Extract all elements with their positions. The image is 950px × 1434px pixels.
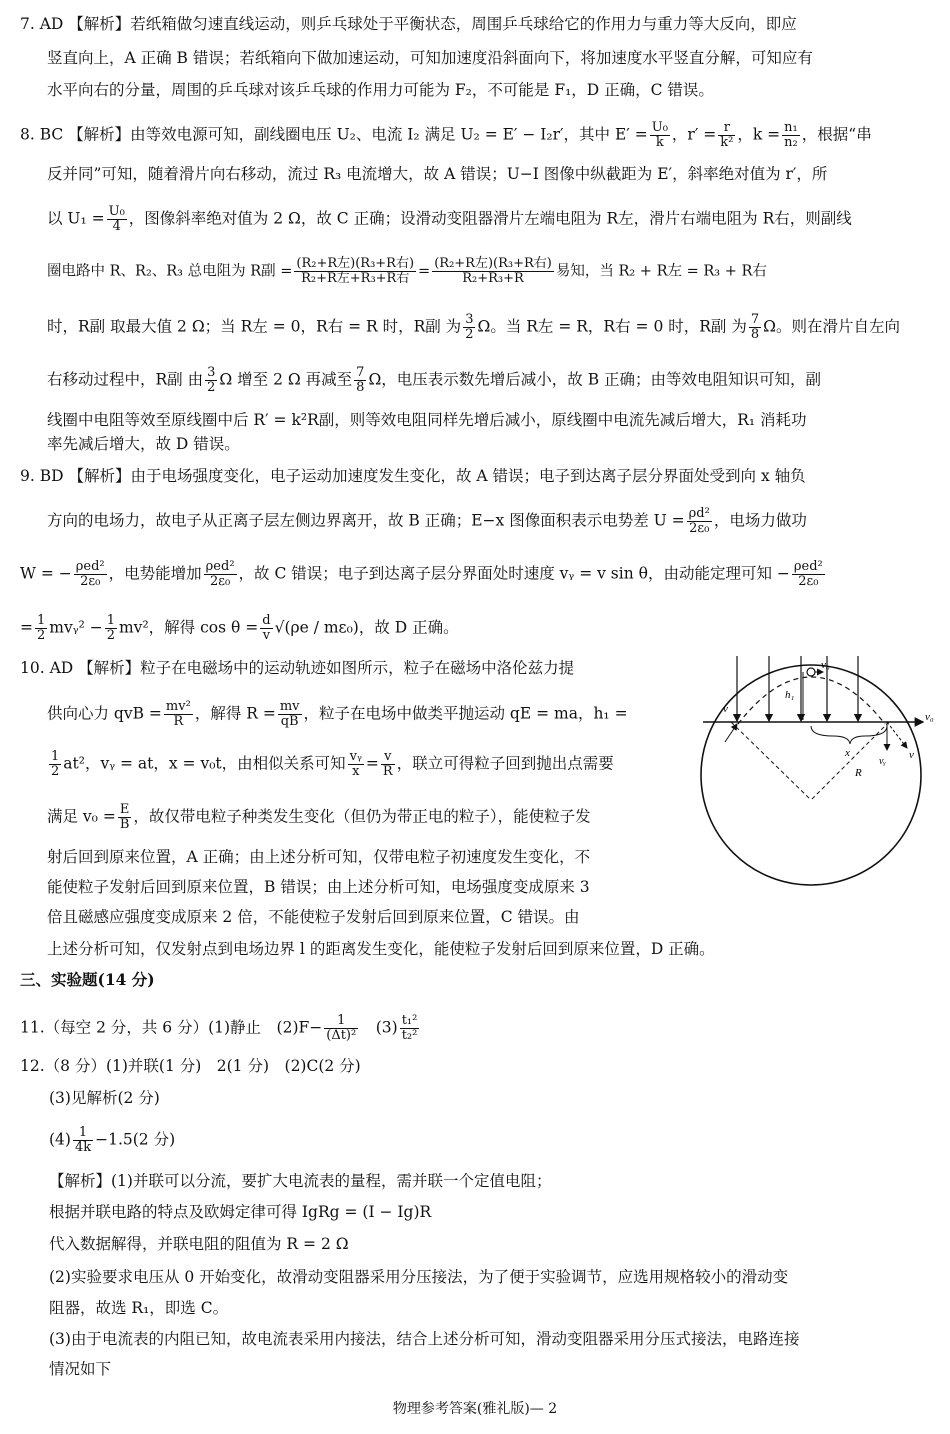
fraction: $\frac{\text{n₁}}{\text{n₂}}$ [784, 120, 798, 150]
fraction: $\frac{\text{(R₂+R左)(R₃+R右)}}{\text{R₂+R左+R₃+R右}}$ [296, 256, 415, 286]
label-v0-right: v₀ [925, 711, 934, 723]
q9-line-2: 方向的电场力，故电子从正离子层左侧边界离开，故 B 正确；E−x 图像面积表示电势差 U = $\frac{\text{ρd²}}{\text{2ε₀}}$ ，电场力做功 [47, 506, 807, 536]
q10-line-1: 10. AD 【解析】粒子在电磁场中的运动轨迹如图所示，粒子在磁场中洛伦兹力提 [20, 659, 575, 677]
trajectory-diagram [693, 650, 943, 910]
fraction: $\frac{v}{R}$ [382, 749, 393, 779]
fraction: $\frac{1}{2}$ [51, 749, 60, 779]
q8-line-5: 时，R副 取最大值 2 Ω；当 R左 = 0，R右 = R 时，R副 为 $\frac{3}{2}$ Ω。当 R左 = R，R右 = 0 时，R副 为 $\frac{7}{8}$ Ω。则在滑片自左向 [47, 312, 900, 342]
q12-line-2: (3)见解析(2 分) [49, 1089, 160, 1107]
q12-line-1: 12.（8 分）(1)并联(1 分) 2(1 分) (2)C(2 分) [20, 1057, 361, 1075]
fraction: $\frac{\text{U₀}}{4}$ [108, 204, 125, 234]
section-heading: 三、实验题(14 分) [20, 970, 155, 989]
label-v-right: v [909, 749, 914, 761]
q8-line-4: 圈电路中 R、R₂、R₃ 总电阻为 R副 = $\frac{\text{(R₂+R左)(R₃+R右)}}{\text{R₂+R左+R₃+R右}}$ = $\frac{\text{(R₂+R左)(R₃+R右)}}{\text{R₂+R₃+R}}$ 易知，当 R₂ + R左 = R₃ + R右 [47, 256, 767, 286]
label-v-left: v [723, 703, 728, 715]
fraction: $\frac{3}{2}$ [207, 365, 216, 395]
fraction: $\frac{\text{vᵧ}}{x}$ [349, 749, 362, 779]
q11-line: 11.（每空 2 分，共 6 分）(1)静止 (2)F− $\frac{1}{\text{(Δt)²}}$ (3) $\frac{\text{t₁²}}{\text{t₂²}}$ [20, 1013, 418, 1043]
fraction: $\frac{7}{8}$ [356, 365, 365, 395]
q12-line-3: (4) $\frac{1}{4k}$ −1.5(2 分) [49, 1125, 176, 1155]
q10-line-5: 射后回到原来位置，A 正确；由上述分析可知，仅带电粒子初速度发生变化，不 [47, 848, 591, 866]
q9-line-1: 9. BD 【解析】由于电场强度变化，电子运动加速度发生变化，故 A 错误；电子到达离子层分界面处受到向 x 轴负 [20, 467, 806, 485]
fraction: $\frac{\text{mv²}}{R}$ [165, 699, 191, 729]
fraction: $\frac{7}{8}$ [750, 312, 760, 342]
q7-line-2: 竖直向上，A 正确 B 错误；若纸箱向下做加速运动，可知加速度沿斜面向下，将加速度水平竖直分解，可知应有 [47, 49, 813, 67]
q10-line-6: 能使粒子发射后回到原来位置，B 错误；由上述分析可知，电场强度变成原来 3 [47, 878, 590, 896]
q9-line-4: = $\frac{1}{2}$ mvᵧ² − $\frac{1}{2}$ mv²，解得 cos θ = $\frac{d}{v}$ √(ρe / mε₀)，故 D 正确。 [20, 613, 459, 643]
page-footer: 物理参考答案(雅礼版)— 2 [392, 1401, 558, 1417]
fraction: $\frac{\text{t₁²}}{\text{t₂²}}$ [401, 1013, 418, 1043]
label-v0-top: v₀ [821, 659, 830, 671]
q10-line-2: 供向心力 qvB = $\frac{\text{mv²}}{R}$ ，解得 R = $\frac{mv}{qB}$ ，粒子在电场中做类平抛运动 qE = ma，h₁ = [47, 699, 628, 729]
fraction: $\frac{1}{\text{(Δt)²}}$ [326, 1013, 357, 1043]
q10-line-4: 满足 v₀ = $\frac{E}{B}$ ，故仅带电粒子种类发生变化（但仍为带正电的粒子），能使粒子发 [47, 802, 591, 832]
x-brace [811, 726, 887, 744]
radius-line [731, 722, 811, 800]
label-r: R [855, 767, 862, 779]
radius-line [811, 722, 889, 800]
q8-line-8: 率先减后增大，故 D 错误。 [47, 435, 240, 453]
fraction: $\frac{1}{4k}$ [74, 1125, 92, 1155]
q8-text: 8. BC 【解析】由等效电源可知，副线圈电压 U₂、电流 I₂ 满足 U₂ = E′ − I₂r′，其中 E′ = [20, 125, 648, 144]
q8-line-3: 以 U₁ = $\frac{\text{U₀}}{4}$ ，图像斜率绝对值为 2 Ω，故 C 正确；设滑动变阻器滑片左端电阻为 R左，滑片右端电阻为 R右，则副线 [47, 204, 852, 234]
fraction: $\frac{1}{2}$ [37, 613, 46, 643]
fraction: $\frac{3}{2}$ [465, 312, 474, 342]
fraction: $\frac{\text{ρed²}}{\text{2ε₀}}$ [75, 559, 105, 589]
fraction: $\frac{\text{ρed²}}{\text{2ε₀}}$ [205, 559, 235, 589]
fraction: $\frac{E}{B}$ [119, 802, 130, 832]
q12-line-5: 根据并联电路的特点及欧姆定律可得 IgRg = (I − Ig)R [49, 1203, 432, 1221]
q12-line-4: 【解析】(1)并联可以分流，要扩大电流表的量程，需并联一个定值电阻； [49, 1172, 552, 1190]
fraction: $\frac{\text{U₀}}{k}$ [651, 120, 668, 150]
fraction: $\frac{mv}{qB}$ [279, 699, 300, 729]
fraction: $\frac{d}{v}$ [262, 613, 271, 643]
q10-line-7: 倍且磁感应强度变成原来 2 倍，不能使粒子发射后回到原来位置，C 错误。由 [47, 908, 580, 926]
q8-line-7: 线圈中电阻等效至原线圈中后 R′ = k²R副，则等效电阻同样先增后减小，原线圈中电流先减后增大，R₁ 消耗功 [47, 411, 807, 429]
q7-line-1: 7. AD 【解析】若纸箱做匀速直线运动，则乒乓球处于平衡状态，周围乒乓球给它的作用力与重力等大反向，即应 [20, 15, 797, 33]
q8-line-1: 8. BC 【解析】由等效电源可知，副线圈电压 U₂、电流 I₂ 满足 U₂ = E′ − I₂r′，其中 E′ = $\frac{\text{U₀}}{k}$ ，r′ = $\frac{r}{\text{k²}}$ ，k = $\frac{\text{n₁}}{\text{n₂}}$ ，根据“串 [20, 120, 872, 150]
label-vy: vᵧ [879, 756, 886, 767]
fraction: $\frac{\text{(R₂+R左)(R₃+R右)}}{\text{R₂+R₃+R}}$ [434, 256, 552, 286]
fraction: $\frac{r}{\text{k²}}$ [720, 120, 734, 150]
fraction: $\frac{\text{ρd²}}{\text{2ε₀}}$ [688, 506, 710, 536]
label-x: x [845, 747, 850, 759]
q10-line-3: $\frac{1}{2}$ at²，vᵧ = at，x = v₀t，由相似关系可知 $\frac{\text{vᵧ}}{x}$ = $\frac{v}{R}$ ，联立可得粒子回到抛出点需要 [51, 749, 614, 779]
q12-line-8: 阻器，故选 R₁，即选 C。 [49, 1299, 229, 1317]
q9-line-3: W = − $\frac{\text{ρed²}}{\text{2ε₀}}$ ，电势能增加 $\frac{\text{ρed²}}{\text{2ε₀}}$ ，故 C 错误；电子到达离子层分界面处时速度 vᵧ = v sin θ，由动能定理可知 − $\frac{\text{ρed²}}{\text{2ε₀}}$ [20, 559, 823, 589]
q12-line-9: (3)由于电流表的内阻已知，故电流表采用内接法，结合上述分析可知，滑动变阻器采用分压式接法，电路连接 [49, 1330, 800, 1348]
fraction: $\frac{\text{ρed²}}{\text{2ε₀}}$ [793, 559, 823, 589]
dashed-arc [738, 677, 885, 724]
fraction: $\frac{1}{2}$ [106, 613, 115, 643]
q8-line-2: 反并同”可知，随着滑片向右移动，流过 R₃ 电流增大，故 A 错误；U−I 图像中纵截距为 E′，斜率绝对值为 r′，所 [47, 165, 828, 183]
q10-line-8: 上述分析可知，仅发射点到电场边界 l 的距离发生变化，能使粒子发射后回到原来位置，D 正确。 [47, 940, 715, 958]
q8-line-6: 右移动过程中，R副 由 $\frac{3}{2}$ Ω 增至 2 Ω 再减至 $\frac{7}{8}$ Ω，电压表示数先增后减小，故 B 正确；由等效电阻知识可知，副 [47, 365, 822, 395]
q12-line-6: 代入数据解得，并联电阻的阻值为 R = 2 Ω [49, 1235, 349, 1253]
launch-point [807, 668, 815, 676]
label-h1: h₁ [785, 689, 795, 701]
q12-line-10: 情况如下 [49, 1360, 112, 1378]
q7-line-3: 水平向右的分量，周围的乒乓球对该乒乓球的作用力可能为 F₂，不可能是 F₁，D 正确，C 错误。 [47, 81, 714, 99]
trajectory-circle [701, 665, 921, 885]
q12-line-7: (2)实验要求电压从 0 开始变化，故滑动变阻器采用分压接法，为了便于实验调节，应选用规格较小的滑动变 [49, 1268, 789, 1286]
